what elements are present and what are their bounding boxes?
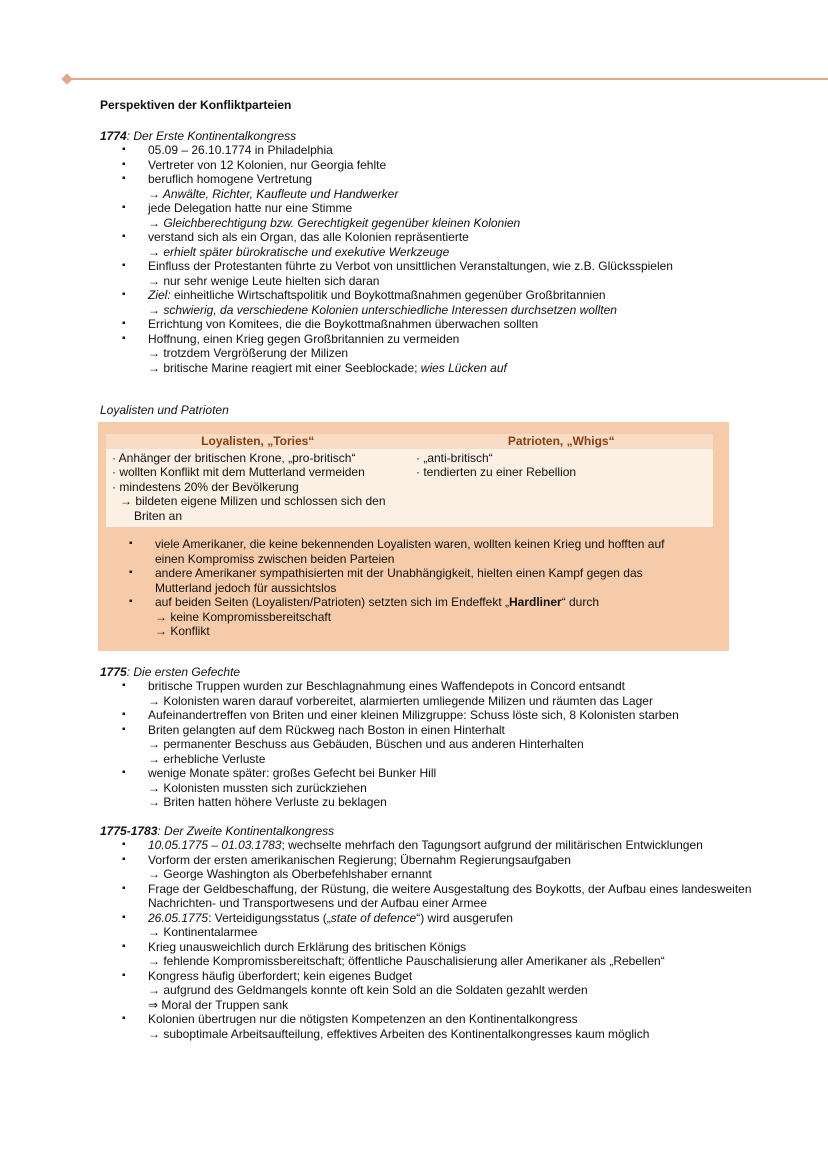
loyalists-patriots-list [98, 537, 729, 639]
list-item: ▪ Frage der Geldbeschaffung, der Rüstung, die weitere Ausgestaltung des Boykotts, der Aufbau eines landesweiten Nachrichten- und Transportwesens und der Aufbau einer Armee [100, 882, 820, 911]
section-1774-heading: 1774: Der Erste Kontinentalkongress [100, 128, 297, 143]
list-item: ▪ britische Truppen wurden zur Beschlagnahmung eines Waffendepots in Concord entsandt → Kolonisten waren darauf vorbereitet, alarmierten umliegende Milizen und räumten das Lager [100, 679, 820, 708]
patriots-header: Patrioten, „Whigs“ [507, 433, 615, 448]
comparison-table [106, 434, 713, 528]
section-1775-1783-list [100, 838, 820, 1041]
list-item: ▪ Errichtung von Komitees, die die Boykottmaßnahmen überwachen sollten [100, 317, 820, 332]
page-title: Perspektiven der Konfliktparteien [100, 98, 292, 112]
divider-diamond [61, 73, 72, 84]
list-item: ▪ Aufeinandertreffen von Briten und einer kleinen Milizgruppe: Schuss löste sich, 8 Kolonisten starben [100, 708, 820, 723]
list-item: ▪ Vertreter von 12 Kolonien, nur Georgia fehlte [100, 158, 820, 173]
section-1775-1783-heading: 1775-1783: Der Zweite Kontinentalkongress [100, 823, 335, 838]
loyalists-patriots-heading: Loyalisten und Patrioten [100, 403, 229, 417]
list-item: ▪ verstand sich als ein Organ, das alle Kolonien repräsentierte → erhielt später bürokratische und exekutive Werkzeuge [100, 230, 820, 259]
list-item: ▪ Einfluss der Protestanten führte zu Verbot von unsittlichen Veranstaltungen, wie z.B. Glücksspielen → nur sehr wenige Leute hielten sich daran [100, 259, 820, 288]
section-1774-list [100, 143, 820, 375]
section-1775-heading: 1775: Die ersten Gefechte [100, 664, 241, 679]
list-item: ▪ auf beiden Seiten (Loyalisten/Patrioten) setzten sich im Endeffekt „Hardliner“ durch → keine Kompromissbereitschaft → Konflikt [98, 595, 729, 639]
list-item: ▪ wenige Monate später: großes Gefecht bei Bunker Hill → Kolonisten mussten sich zurückziehen → Briten hatten höhere Verluste zu beklagen [100, 766, 820, 810]
document-body [100, 98, 820, 1041]
list-item: ▪ jede Delegation hatte nur eine Stimme → Gleichberechtigung bzw. Gerechtigkeit gegenüber kleinen Kolonien [100, 201, 820, 230]
list-item: ▪ 05.09 – 26.10.1774 in Philadelphia [100, 143, 820, 158]
list-item: ▪ Vorform der ersten amerikanischen Regierung; Übernahm Regierungsaufgaben → George Washington als Oberbefehlshaber ernannt [100, 853, 820, 882]
loyalists-column: · Anhänger der britischen Krone, „pro-britisch“ · wollten Konflikt mit dem Mutterland vermeiden · mindestens 20% der Bevölkerung → bildeten eigene Milizen und schlossen sich den Briten an [112, 450, 386, 523]
list-item: ▪ viele Amerikaner, die keine bekennenden Loyalisten waren, wollten keinen Krieg und hofften auf einen Kompromiss zwischen beiden Parteien [98, 537, 729, 566]
list-item: ▪ Krieg unausweichlich durch Erklärung des britischen Königs → fehlende Kompromissbereitschaft; öffentliche Pauschalisierung aller Amerikaner als „Rebellen“ [100, 940, 820, 969]
list-item: ▪ andere Amerikaner sympathisierten mit der Unabhängigkeit, hielten einen Kampf gegen das Mutterland jedoch für aussichtslos [98, 566, 729, 595]
patriots-column: · „anti-britisch“ · tendierten zu einer Rebellion [416, 450, 577, 479]
section-1775-list [100, 679, 820, 810]
list-item: ▪ 26.05.1775: Verteidigungsstatus („state of defence“) wird ausgerufen → Kontinentalarmee [100, 911, 820, 940]
list-item: ▪ Kolonien übertrugen nur die nötigsten Kompetenzen an den Kontinentalkongress → suboptimale Arbeitsaufteilung, effektives Arbeiten des Kontinentalkongresses kaum möglich [100, 1012, 820, 1041]
list-item: ▪ Hoffnung, einen Krieg gegen Großbritannien zu vermeiden → trotzdem Vergrößerung der Milizen → britische Marine reagiert mit einer Seeblockade; wies Lücken auf [100, 332, 820, 376]
list-item: ▪ beruflich homogene Vertretung → Anwälte, Richter, Kaufleute und Handwerker [100, 172, 820, 201]
list-item: ▪ Briten gelangten auf dem Rückweg nach Boston in einen Hinterhalt → permanenter Beschuss aus Gebäuden, Büschen und aus anderen Hinterhalten → erhebliche Verluste [100, 723, 820, 767]
list-item: ▪ Kongress häufig überfordert; kein eigenes Budget → aufgrund des Geldmangels konnte oft kein Sold an die Soldaten gezahlt werden ⇒ Moral der Truppen sank [100, 969, 820, 1013]
loyalists-header: Loyalisten, „Tories“ [201, 433, 315, 448]
loyalists-patriots-box [98, 422, 729, 651]
list-item: ▪ Ziel: einheitliche Wirtschaftspolitik und Boykottmaßnahmen gegenüber Großbritannien → schwierig, da verschiedene Kolonien unterschiedliche Interessen durchsetzen wollten [100, 288, 820, 317]
header-divider [66, 78, 828, 80]
list-item: ▪ 10.05.1775 – 01.03.1783; wechselte mehrfach den Tagungsort aufgrund der militärischen Entwicklungen [100, 838, 820, 853]
